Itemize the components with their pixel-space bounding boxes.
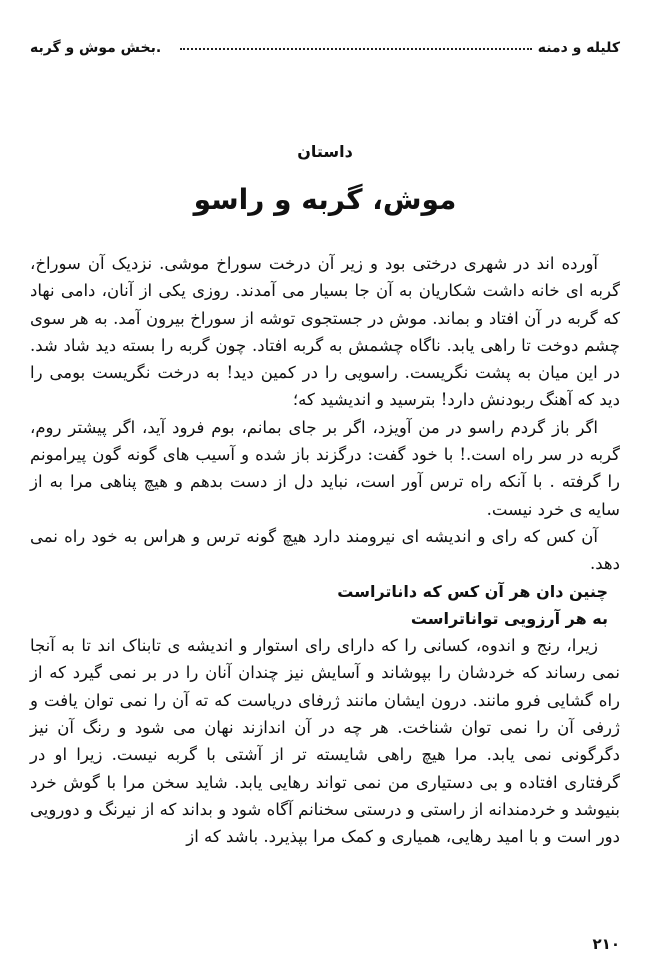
running-header (30, 40, 620, 64)
story-title: موش، گربه و راسو (193, 183, 457, 216)
story-kicker: داستان (297, 142, 353, 161)
poem-line: چنین دان هر آن کس که داناتراست (337, 581, 608, 601)
story-body (30, 250, 620, 851)
paragraph: اگر باز گردم راسو در من آویزد، اگر بر جای بمانم، بوم فرود آید، اگر پیشتر روم، گربه در سر راه است.! با خود گفت: درگزند باز شده و آسیب های گونه گون پیرامونم را گرفته . با آنکه راه ترس آور است، نباید دل از دست بدهم و هیچ پناهی مرا به از سایه ی خرد نیست. (30, 417, 620, 519)
page-number: ۲۱۰ (592, 935, 620, 953)
paragraph: زیرا، رنج و اندوه، کسانی را که دارای رای استوار و اندیشه ی تابناک اند تا به آنجا نمی رساند که خردشان را بپوشاند و آسایش نیز چندان آنان را در بر نمی گیرد که از راه گشایی فرو مانند. درون ایشان مانند ژرفای دریاست که ته آن را نمی توان یافت و ژرفی آن را نمی توان شناخت. هر چه در آن اندازند نهان می شود و رنگ آن نیز دگرگونی نمی یابد. مرا هیچ راهی شایسته تر از آشتی با گربه نیست. زیرا او در گرفتاری افتاده و بی دستیاری من نمی تواند رهایی یابد. شاید سخن مرا با گوش خرد بنیوشد و خردمندانه از راستی و درستی سخنانم آگاه شود و بداند که از نیرنگ و دورویی دور است و با امید رهایی، همیاری و کمک مرا بپذیرد. باشد که از (30, 636, 620, 847)
book-title: کلیله و دمنه (537, 40, 620, 56)
dot-leader (180, 48, 532, 50)
paragraph: آن کس که رای و اندیشه ای نیرومند دارد هیچ گونه ترس و هراس به خود راه نمی دهد. (30, 526, 620, 574)
poem-line: به هر آرزویی تواناتراست (410, 608, 608, 628)
section-title: .بخش موش و گربه (30, 40, 162, 56)
paragraph: آورده اند در شهری درختی بود و زیر آن درخت سوراخ موشی. نزدیک آن سوراخ، گربه ای خانه داشت شکاریان به آن جا بسیار می آمدند. روزی یکی از آنان، دامی نهاد که گربه در آن افتاد و بماند. موش در جستجوی توشه از سوراخ بیرون آمد. به هر سوی چشم دوخت تا راهی یابد. ناگاه چشمش به گربه افتاد. چون گربه را بسته دید شاد شد. در این میان به پشت نگریست. راسویی را در کمین دید! به درخت نگریست بومی را دید که آهنگ ربودنش دارد! بترسید و اندیشید که؛ (30, 254, 620, 410)
